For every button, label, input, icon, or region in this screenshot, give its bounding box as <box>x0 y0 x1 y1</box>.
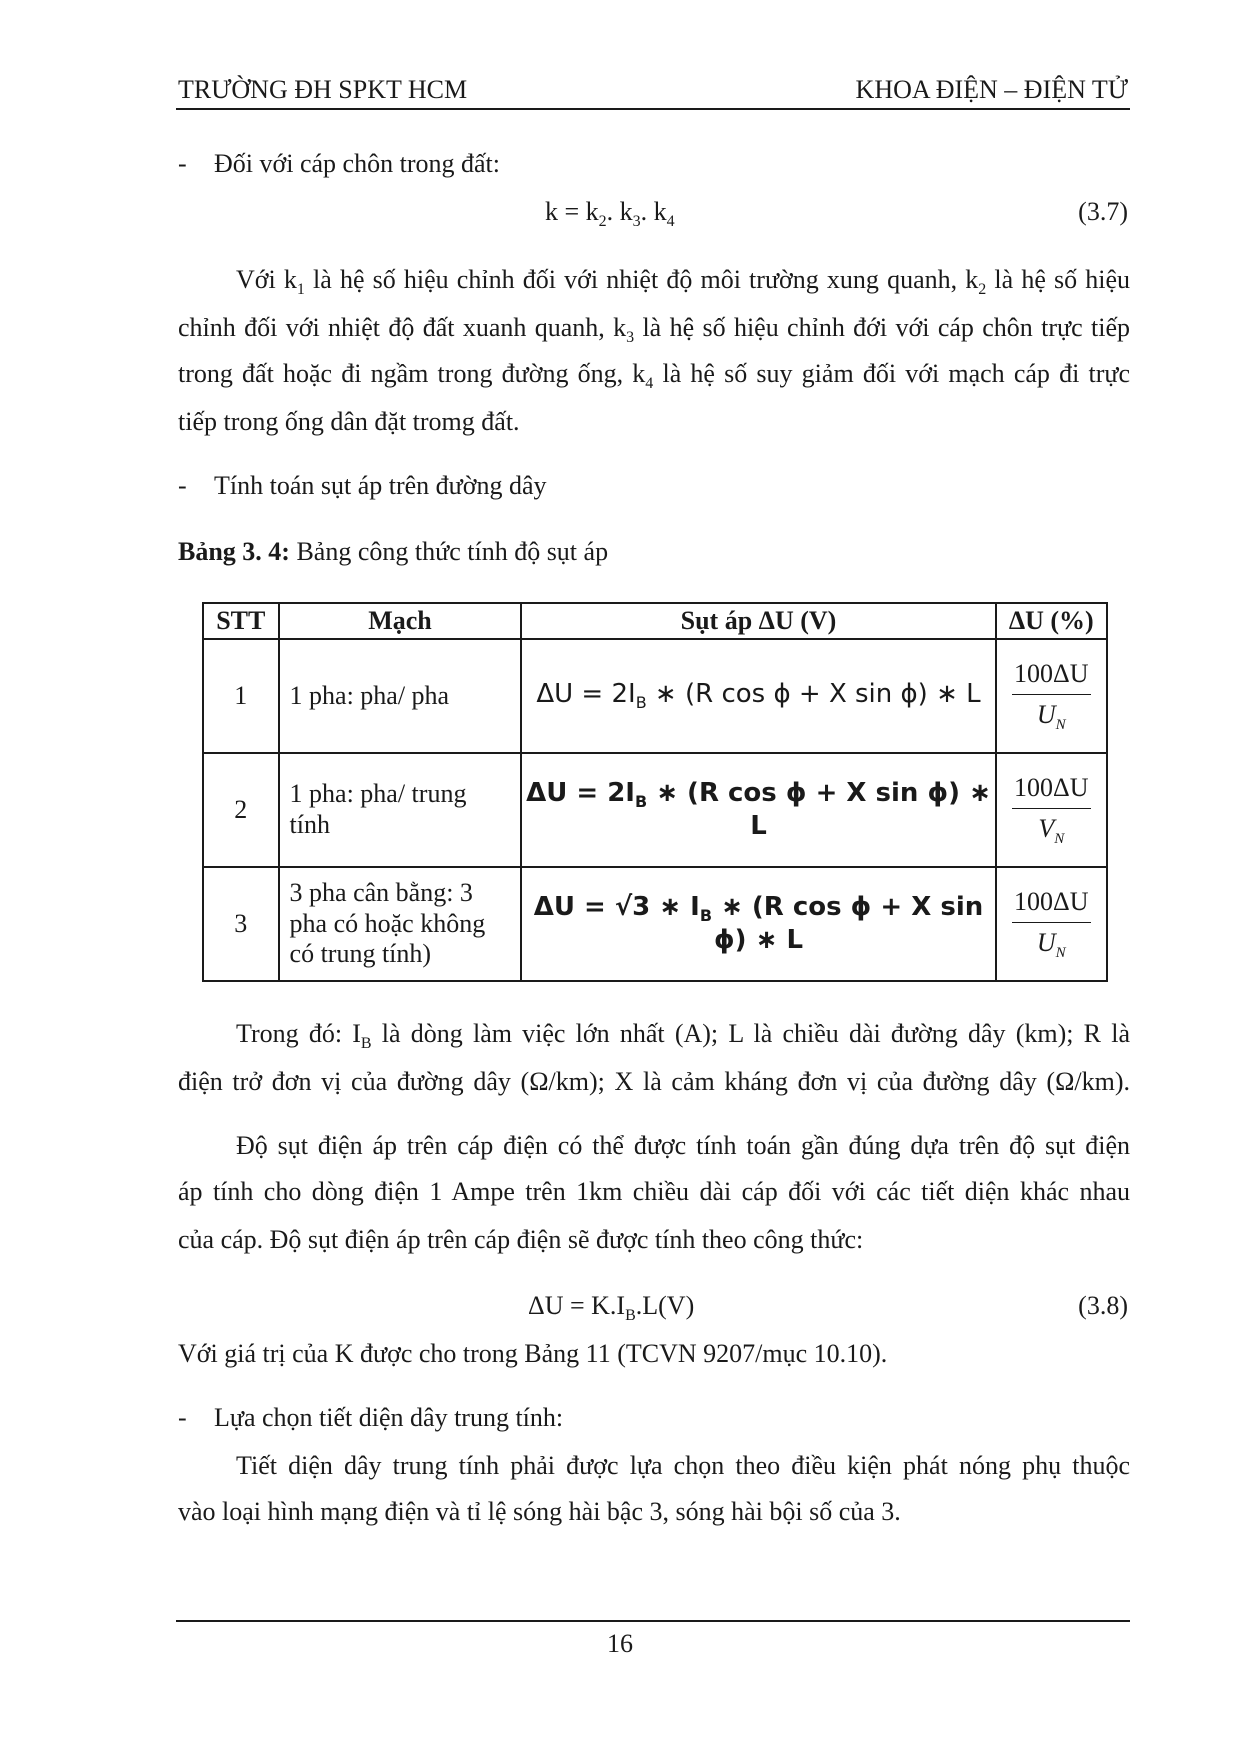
paragraph-line: chỉnh đối với nhiệt độ đất xuanh quanh, $k_3$ là hệ số hiệu chỉnh đới với cáp chôn trực tiếp <box>178 313 1130 347</box>
paragraph-line: tiếp trong ống dân đặt tromg đất. <box>178 407 520 436</box>
bullet-voltage-drop: Tính toán sụt áp trên đường dây <box>214 471 547 500</box>
table-row <box>203 867 1107 981</box>
equation-number: (3.7) <box>1078 197 1128 226</box>
row-stt: 1 <box>203 639 279 753</box>
bullet-dash: - <box>178 1403 187 1432</box>
row-percent: $\frac{100\Delta U}{U_N}$ <box>996 639 1107 753</box>
equation-3-7: $k = k_2$. $k_3$. $k_4$ <box>545 197 675 231</box>
row-formula: $\Delta U = 2I_B$ ∗ (R cos ϕ + X sin ϕ) ∗ L <box>521 753 995 867</box>
header-faculty: KHOA ĐIỆN – ĐIỆN TỬ <box>855 75 1128 104</box>
paragraph-line: điện trở đơn vị của đường dây (Ω/km); X là cảm kháng đơn vị của đường dây (Ω/km). <box>178 1067 1130 1096</box>
row-percent: $\frac{100\Delta U}{V_N}$ <box>996 753 1107 867</box>
row-stt: 3 <box>203 867 279 981</box>
table-header-row <box>203 603 1107 639</box>
column-header: STT <box>203 603 279 639</box>
bullet-buried-cable: Đối với cáp chôn trong đất: <box>214 149 500 178</box>
column-header: Mạch <box>279 603 522 639</box>
row-circuit: 1 pha: pha/ pha <box>279 639 522 753</box>
column-header: Sụt áp ΔU (V) <box>521 603 995 639</box>
column-header: ΔU (%) <box>996 603 1107 639</box>
row-percent: $\frac{100\Delta U}{U_N}$ <box>996 867 1107 981</box>
paragraph-line: Tiết diện dây trung tính phải được lựa chọn theo điều kiện phát nóng phụ thuộc <box>236 1451 1130 1480</box>
page-number: 16 <box>607 1629 633 1658</box>
bullet-dash: - <box>178 471 187 500</box>
table-row <box>203 639 1107 753</box>
equation-3-8: $\Delta U = K.I_B.L(V)$ <box>528 1291 695 1325</box>
note-line: Với giá trị của K được cho trong Bảng 11 (TCVN 9207/mục 10.10). <box>178 1339 888 1368</box>
row-circuit: 1 pha: pha/ trung tính <box>279 753 522 867</box>
paragraph-line: trong đất hoặc đi ngầm trong đường ống, $k_4$ là hệ số suy giảm đối với mạch cáp đi trực <box>178 359 1130 393</box>
paragraph-line: Trong đó: $I_B$ là dòng làm việc lớn nhất (A); L là chiều dài đường dây (km); R là <box>236 1019 1130 1053</box>
header-rule <box>176 108 1130 110</box>
voltage-drop-table <box>202 602 1108 982</box>
row-formula: $\Delta U = 2I_B$ ∗ (R cos ϕ + X sin ϕ) ∗ L <box>521 639 995 753</box>
paragraph-line: Độ sụt điện áp trên cáp điện có thể được tính toán gần đúng dựa trên độ sụt điện <box>236 1131 1130 1160</box>
row-stt: 2 <box>203 753 279 867</box>
row-formula: ΔU = √3 ∗ $I_B$ ∗ (R cos ϕ + X sin ϕ) ∗ L <box>521 867 995 981</box>
paragraph-line: Với $k_1$ là hệ số hiệu chỉnh đối với nhiệt độ môi trường xung quanh, $k_2$ là hệ số hiệu <box>236 265 1131 299</box>
paragraph-line: của cáp. Độ sụt điện áp trên cáp điện sẽ được tính theo công thức: <box>178 1225 864 1254</box>
equation-number: (3.8) <box>1078 1291 1128 1320</box>
row-circuit: 3 pha cân bằng: 3 pha có hoặc không có trung tính) <box>279 867 522 981</box>
paragraph-line: vào loại hình mạng điện và tỉ lệ sóng hài bậc 3, sóng hài bội số của 3. <box>178 1497 901 1526</box>
footer-rule <box>176 1620 1130 1622</box>
table-row <box>203 753 1107 867</box>
bullet-neutral-section: Lựa chọn tiết diện dây trung tính: <box>214 1403 564 1432</box>
bullet-dash: - <box>178 149 187 178</box>
header-school: TRƯỜNG ĐH SPKT HCM <box>178 75 468 104</box>
paragraph-line: áp tính cho dòng điện 1 Ampe trên 1km chiều dài cáp đối với các tiết diện khác nhau <box>178 1177 1130 1206</box>
table-caption: Bảng 3. 4: Bảng công thức tính độ sụt áp <box>178 537 609 566</box>
